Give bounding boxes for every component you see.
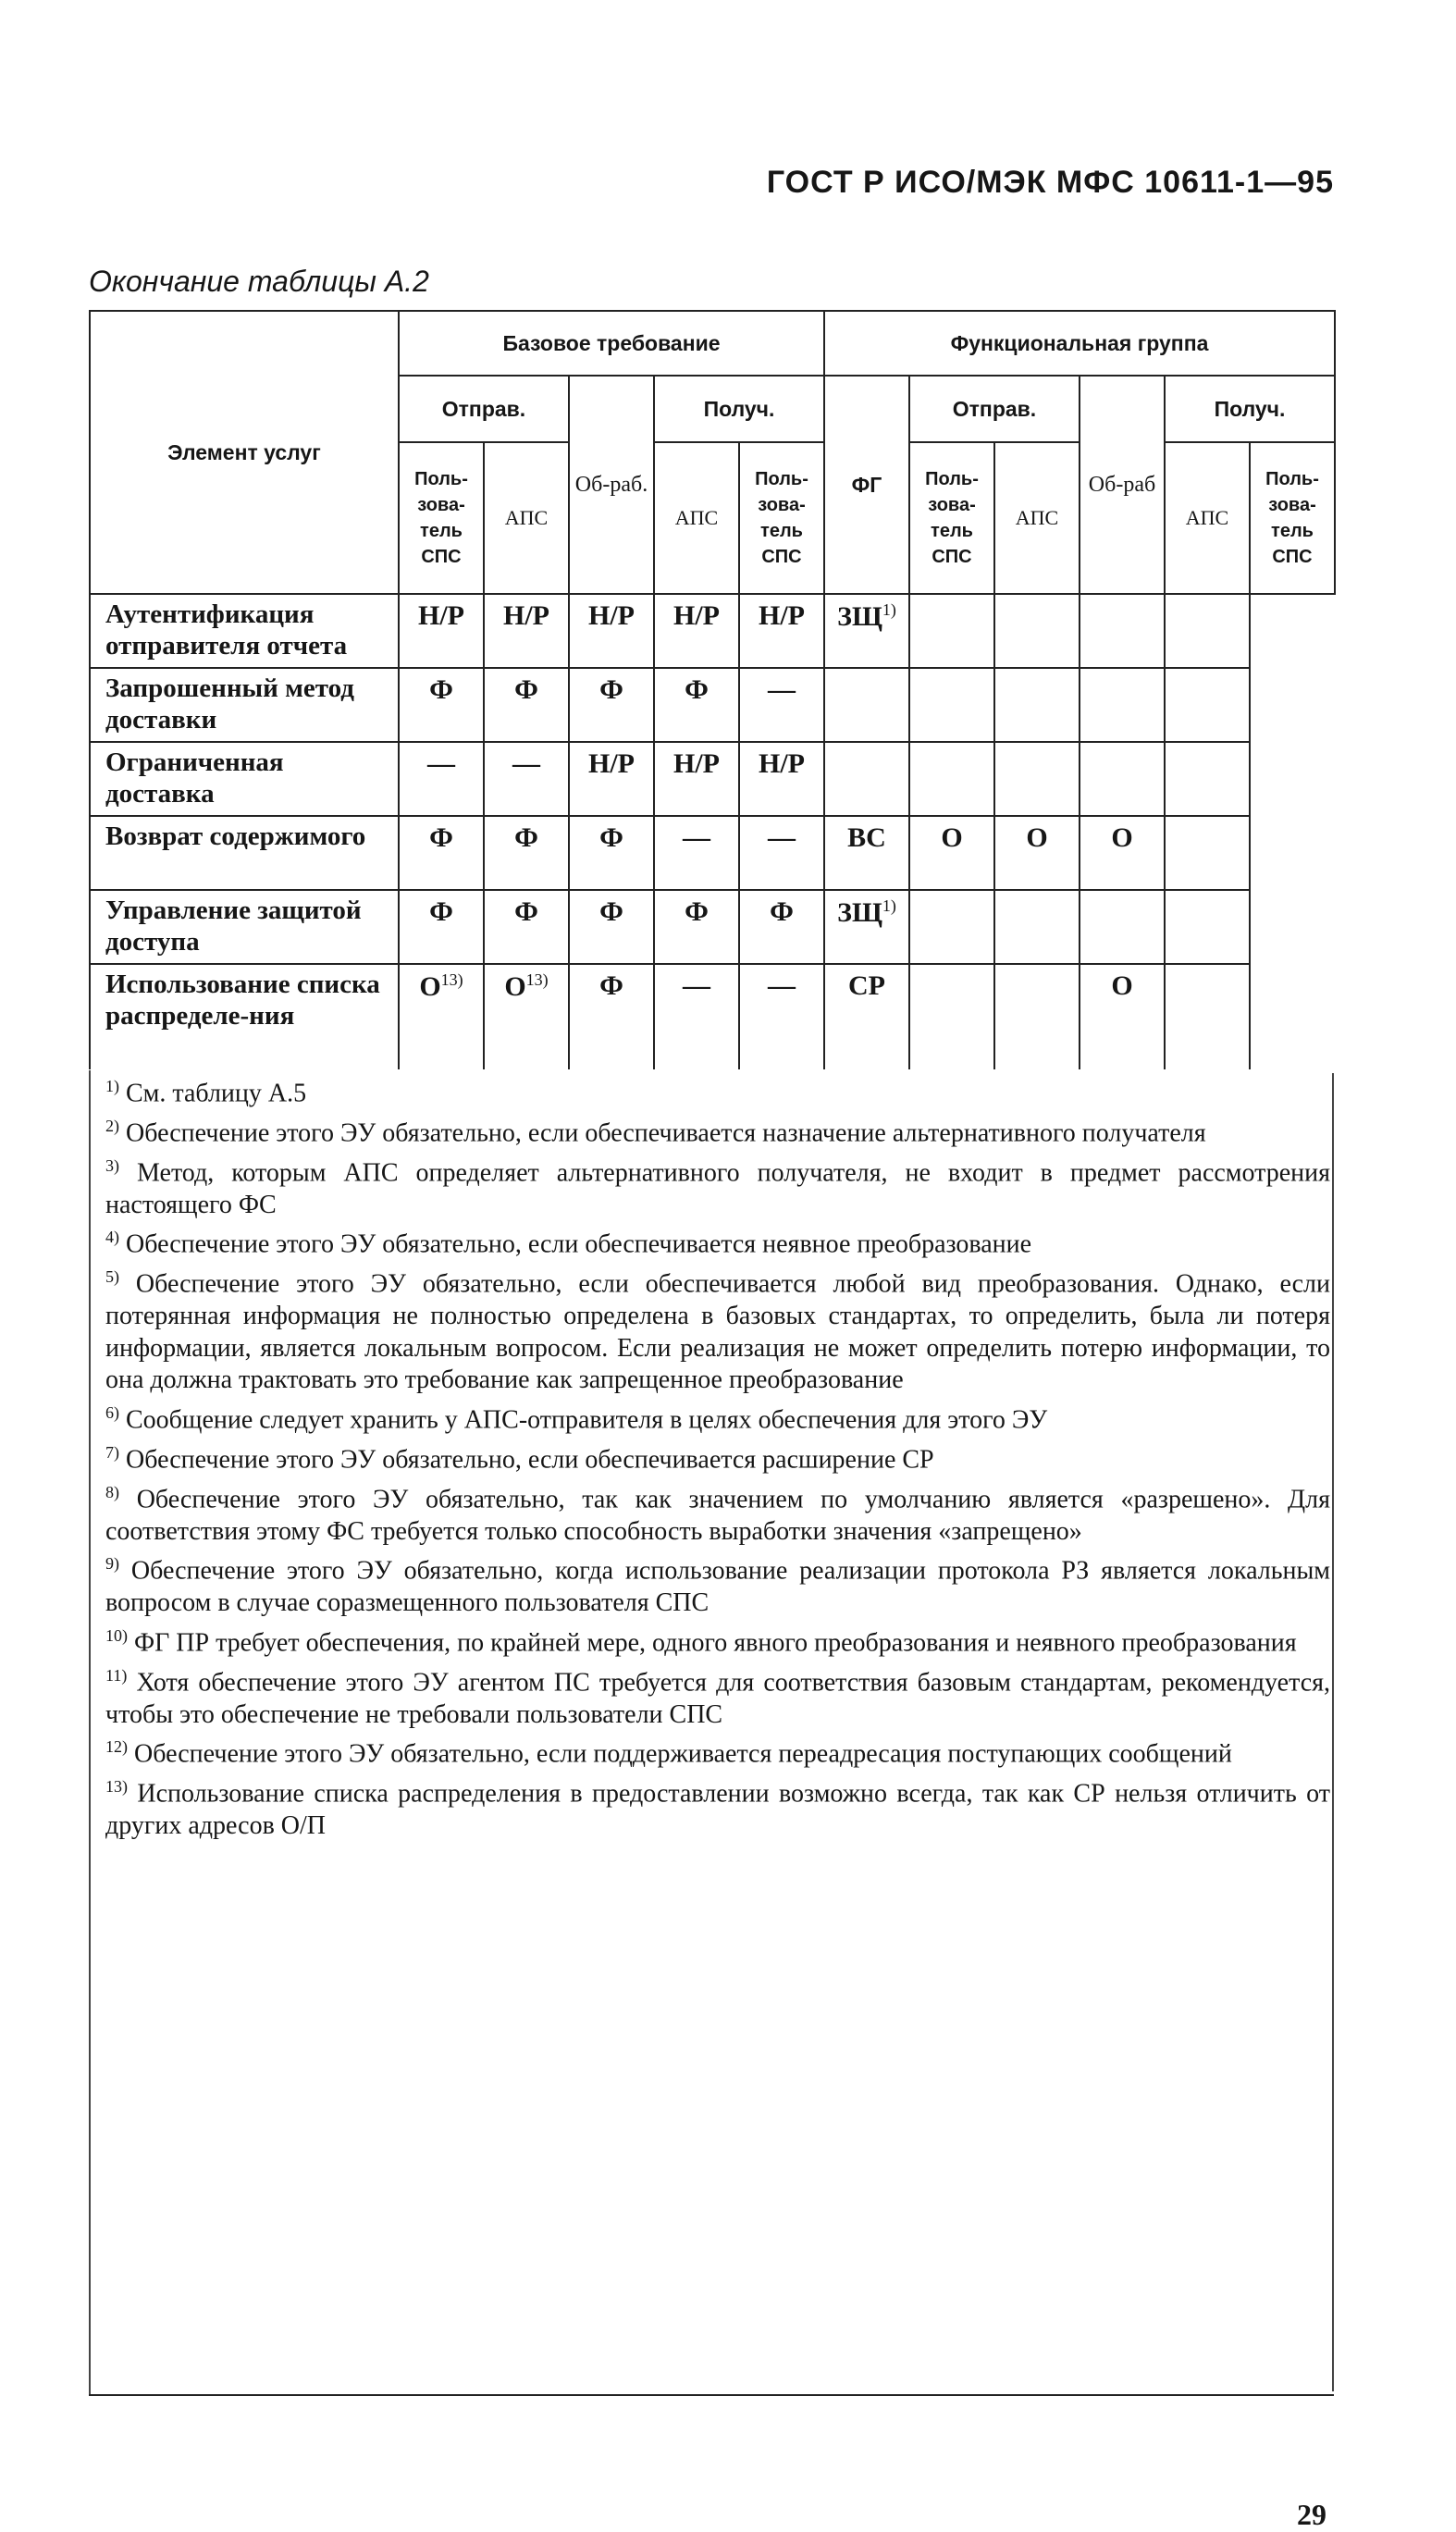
- table-cell: [569, 742, 654, 816]
- footnote-ref: 1): [882, 600, 896, 619]
- table-row: [90, 964, 1335, 1069]
- cell-value: Ф: [599, 896, 623, 927]
- footnote: [105, 1397, 1330, 1437]
- cell-value: О: [504, 971, 526, 1002]
- table-cell: [824, 594, 909, 668]
- table-cell: [399, 668, 484, 742]
- table-cell: [1165, 742, 1250, 816]
- cell-value: Н/Р: [588, 600, 635, 631]
- cell-value: Н/Р: [759, 748, 805, 779]
- row-label: Возврат содержимого: [90, 816, 399, 890]
- func-recv-header: Получ.: [1165, 376, 1335, 442]
- cell-value: Ф: [685, 674, 709, 705]
- cell-value: Н/Р: [759, 600, 805, 631]
- table-cell: [1165, 594, 1250, 668]
- table-cell: [1080, 594, 1165, 668]
- footnote: [105, 1731, 1330, 1771]
- footnote: [105, 1110, 1330, 1150]
- row-label: Использование списка распределе-ния: [90, 964, 399, 1069]
- sub-header-user: Поль-зова-тель СПС: [399, 442, 484, 594]
- table-cell: [484, 816, 569, 890]
- table-cell: [1080, 668, 1165, 742]
- footnote-text: Сообщение следует хранить у АПС-отправителя в целях обеспечения для этого ЭУ: [126, 1405, 1048, 1435]
- cell-value: —: [427, 748, 455, 779]
- footnote-text: Обеспечение этого ЭУ обязательно, если обеспечивается расширение СР: [126, 1445, 934, 1475]
- table-cell: [1165, 890, 1250, 964]
- footnotes: [105, 1070, 1330, 1843]
- table-row: [90, 890, 1335, 964]
- footnote-mark: 2): [105, 1116, 119, 1135]
- table-cell: [654, 668, 739, 742]
- table-cell: [1080, 816, 1165, 890]
- base-recv-header: Получ.: [654, 376, 824, 442]
- table-cell: [399, 890, 484, 964]
- cell-value: ВС: [847, 822, 886, 853]
- footnote: [105, 1620, 1330, 1660]
- table-cell: [484, 594, 569, 668]
- footnote: [105, 1070, 1330, 1110]
- table-cell: [1080, 742, 1165, 816]
- cell-value: Ф: [429, 674, 453, 705]
- cell-value: Ф: [429, 896, 453, 927]
- table-row: [90, 742, 1335, 816]
- table-cell: [994, 742, 1080, 816]
- group-header-base: Базовое требование: [399, 311, 824, 376]
- group-header-functional: Функциональная группа: [824, 311, 1335, 376]
- cell-value: —: [683, 970, 710, 1001]
- footnote-ref: 13): [440, 970, 463, 989]
- cell-value: О: [1111, 970, 1133, 1001]
- table-cell: [739, 742, 824, 816]
- table-cell: [484, 668, 569, 742]
- footnote-text: См. таблицу А.5: [126, 1079, 307, 1108]
- footnote: [105, 1437, 1330, 1476]
- footnote-text: Обеспечение этого ЭУ обязательно, так как значением по умолчанию является «разрешено». Для соответствия этому ФС требуется только способность выработки значения «запрещено»: [105, 1485, 1331, 1546]
- cell-value: Ф: [429, 822, 453, 853]
- footnote-text: Обеспечение этого ЭУ обязательно, если поддерживается переадресация поступающих сообщений: [134, 1739, 1232, 1769]
- footnote-mark: 4): [105, 1228, 119, 1247]
- table-cell: [569, 890, 654, 964]
- bottom-rule: [89, 2394, 1334, 2396]
- table-cell: [994, 668, 1080, 742]
- table-cell: [994, 594, 1080, 668]
- table-cell: [909, 890, 994, 964]
- table-cell: [824, 742, 909, 816]
- func-send-header: Отправ.: [909, 376, 1080, 442]
- document-header: ГОСТ Р ИСО/МЭК МФС 10611-1—95: [766, 165, 1334, 200]
- table-cell: [399, 594, 484, 668]
- cell-value: О: [1111, 822, 1133, 853]
- cell-value: Н/Р: [673, 748, 720, 779]
- footnote: [105, 1548, 1330, 1620]
- table-cell: [909, 668, 994, 742]
- cell-value: О: [1026, 822, 1048, 853]
- cell-value: Ф: [599, 970, 623, 1001]
- row-label: Ограниченная доставка: [90, 742, 399, 816]
- table-cell: [484, 890, 569, 964]
- table-cell: [654, 964, 739, 1069]
- footnote: [105, 1476, 1330, 1549]
- table-cell: [654, 742, 739, 816]
- footnote-mark: 5): [105, 1267, 119, 1287]
- footnote-ref: 13): [525, 970, 549, 989]
- col-header-element: Элемент услуг: [90, 311, 399, 594]
- cell-value: Ф: [599, 822, 623, 853]
- row-label: Запрошенный метод доставки: [90, 668, 399, 742]
- table-cell: [654, 816, 739, 890]
- notes-right-rule: [1332, 1073, 1334, 2391]
- footnote: [105, 1660, 1330, 1732]
- table-cell: [654, 594, 739, 668]
- table-cell: [569, 668, 654, 742]
- footnote-mark: 3): [105, 1155, 119, 1175]
- notes-left-rule: [89, 1070, 91, 2396]
- base-send-header: Отправ.: [399, 376, 569, 442]
- table-cell: [399, 742, 484, 816]
- table-cell: [1080, 964, 1165, 1069]
- table-row: [90, 668, 1335, 742]
- footnote: [105, 1771, 1330, 1843]
- footnote: [105, 1150, 1330, 1222]
- table-cell: [569, 816, 654, 890]
- cell-value: Ф: [685, 896, 709, 927]
- footnote-ref: 1): [882, 896, 896, 915]
- table-cell: [739, 964, 824, 1069]
- cell-value: —: [768, 822, 796, 853]
- table-cell: [1165, 816, 1250, 890]
- table-cell: [909, 742, 994, 816]
- table-cell: [739, 668, 824, 742]
- table-cell: [824, 668, 909, 742]
- table-caption: Окончание таблицы А.2: [89, 265, 429, 298]
- table-cell: [569, 964, 654, 1069]
- table-cell: [1165, 964, 1250, 1069]
- table-row: [90, 816, 1335, 890]
- table-cell: [1080, 890, 1165, 964]
- page-number: 29: [1297, 2498, 1326, 2531]
- footnote-mark: 11): [105, 1665, 128, 1685]
- footnote-text: Обеспечение этого ЭУ обязательно, если обеспечивается неявное преобразование: [126, 1229, 1032, 1259]
- sub-header-user: Поль-зова-тель СПС: [909, 442, 994, 594]
- footnote-mark: 10): [105, 1625, 128, 1645]
- cell-value: О: [941, 822, 963, 853]
- footnote-mark: 12): [105, 1737, 128, 1757]
- cell-value: Н/Р: [418, 600, 464, 631]
- cell-value: —: [768, 970, 796, 1001]
- cell-value: Ф: [599, 674, 623, 705]
- table-cell: [739, 594, 824, 668]
- sub-header-aps: АПС: [994, 442, 1080, 594]
- cell-value: Ф: [514, 896, 538, 927]
- cell-value: —: [768, 674, 796, 705]
- footnote-text: Обеспечение этого ЭУ обязательно, когда использование реализации протокола РЗ является локальным вопросом в случае соразмещенного пользователя СПС: [105, 1556, 1331, 1618]
- cell-value: —: [512, 748, 540, 779]
- sub-header-user: Поль-зова-тель СПС: [1250, 442, 1335, 594]
- footnote-text: Хотя обеспечение этого ЭУ агентом ПС требуется для соответствия базовым стандартам, рекомендуется, чтобы это обеспечение не требовали пользователи СПС: [105, 1668, 1330, 1729]
- cell-value: Ф: [514, 822, 538, 853]
- footnote-mark: 13): [105, 1777, 128, 1797]
- table-cell: [399, 816, 484, 890]
- base-obrab-header: Об-раб.: [569, 376, 654, 594]
- table-cell: [739, 890, 824, 964]
- table-cell: [484, 742, 569, 816]
- footnote-mark: 9): [105, 1554, 119, 1574]
- cell-value: —: [683, 822, 710, 853]
- cell-value: Н/Р: [673, 600, 720, 631]
- sub-header-aps: АПС: [654, 442, 739, 594]
- table-cell: [1165, 668, 1250, 742]
- table-cell: [909, 964, 994, 1069]
- footnote-text: Метод, которым АПС определяет альтернативного получателя, не входит в предмет рассмотрения настоящего ФС: [105, 1158, 1331, 1219]
- table-cell: [909, 816, 994, 890]
- table-row: [90, 594, 1335, 668]
- table-cell: [824, 816, 909, 890]
- footnote-text: ФГ ПР требует обеспечения, по крайней мере, одного явного преобразования и неявного преобразования: [134, 1628, 1297, 1658]
- footnote-text: Обеспечение этого ЭУ обязательно, если обеспечивается любой вид преобразования. Однако, если потерянная информация не полностью определена в базовых стандартах, то определить, была ли потеря информации, является локальным вопросом. Если реализация не может определить потерю информации, то она должна трактовать это требование как запрещенное преобразование: [105, 1269, 1330, 1395]
- table-cell: [994, 890, 1080, 964]
- footnote: [105, 1221, 1330, 1261]
- table-cell: [909, 594, 994, 668]
- table-cell: [739, 816, 824, 890]
- footnote-text: Обеспечение этого ЭУ обязательно, если обеспечивается назначение альтернативного получателя: [126, 1118, 1206, 1148]
- footnote-mark: 8): [105, 1482, 119, 1501]
- sub-header-user: Поль-зова-тель СПС: [739, 442, 824, 594]
- table-cell: [654, 890, 739, 964]
- sub-header-aps: АПС: [484, 442, 569, 594]
- cell-value: Н/Р: [503, 600, 549, 631]
- table-cell: [994, 816, 1080, 890]
- table-cell: [824, 964, 909, 1069]
- services-table: [89, 310, 1336, 1069]
- cell-value: Ф: [770, 896, 794, 927]
- sub-header-aps: АПС: [1165, 442, 1250, 594]
- table-body: [90, 594, 1335, 1069]
- fg-header: ФГ: [824, 376, 909, 594]
- table-cell: [824, 890, 909, 964]
- cell-value: СР: [848, 970, 885, 1001]
- cell-value: О: [419, 971, 441, 1002]
- footnote-mark: 7): [105, 1442, 119, 1462]
- row-label: Аутентификация отправителя отчета: [90, 594, 399, 668]
- footnote-mark: 1): [105, 1077, 119, 1095]
- cell-value: Н/Р: [588, 748, 635, 779]
- table-cell: [569, 594, 654, 668]
- cell-value: Ф: [514, 674, 538, 705]
- cell-value: ЗЩ: [837, 601, 882, 632]
- table-cell: [399, 964, 484, 1069]
- cell-value: ЗЩ: [837, 897, 882, 928]
- footnote: [105, 1261, 1330, 1397]
- table-cell: [484, 964, 569, 1069]
- func-obrab-header: Об-раб: [1080, 376, 1165, 594]
- footnote-text: Использование списка распределения в предоставлении возможно всегда, так как СР нельзя отличить от других адресов О/П: [105, 1779, 1331, 1841]
- row-label: Управление защитой доступа: [90, 890, 399, 964]
- table-cell: [994, 964, 1080, 1069]
- footnote-mark: 6): [105, 1402, 119, 1422]
